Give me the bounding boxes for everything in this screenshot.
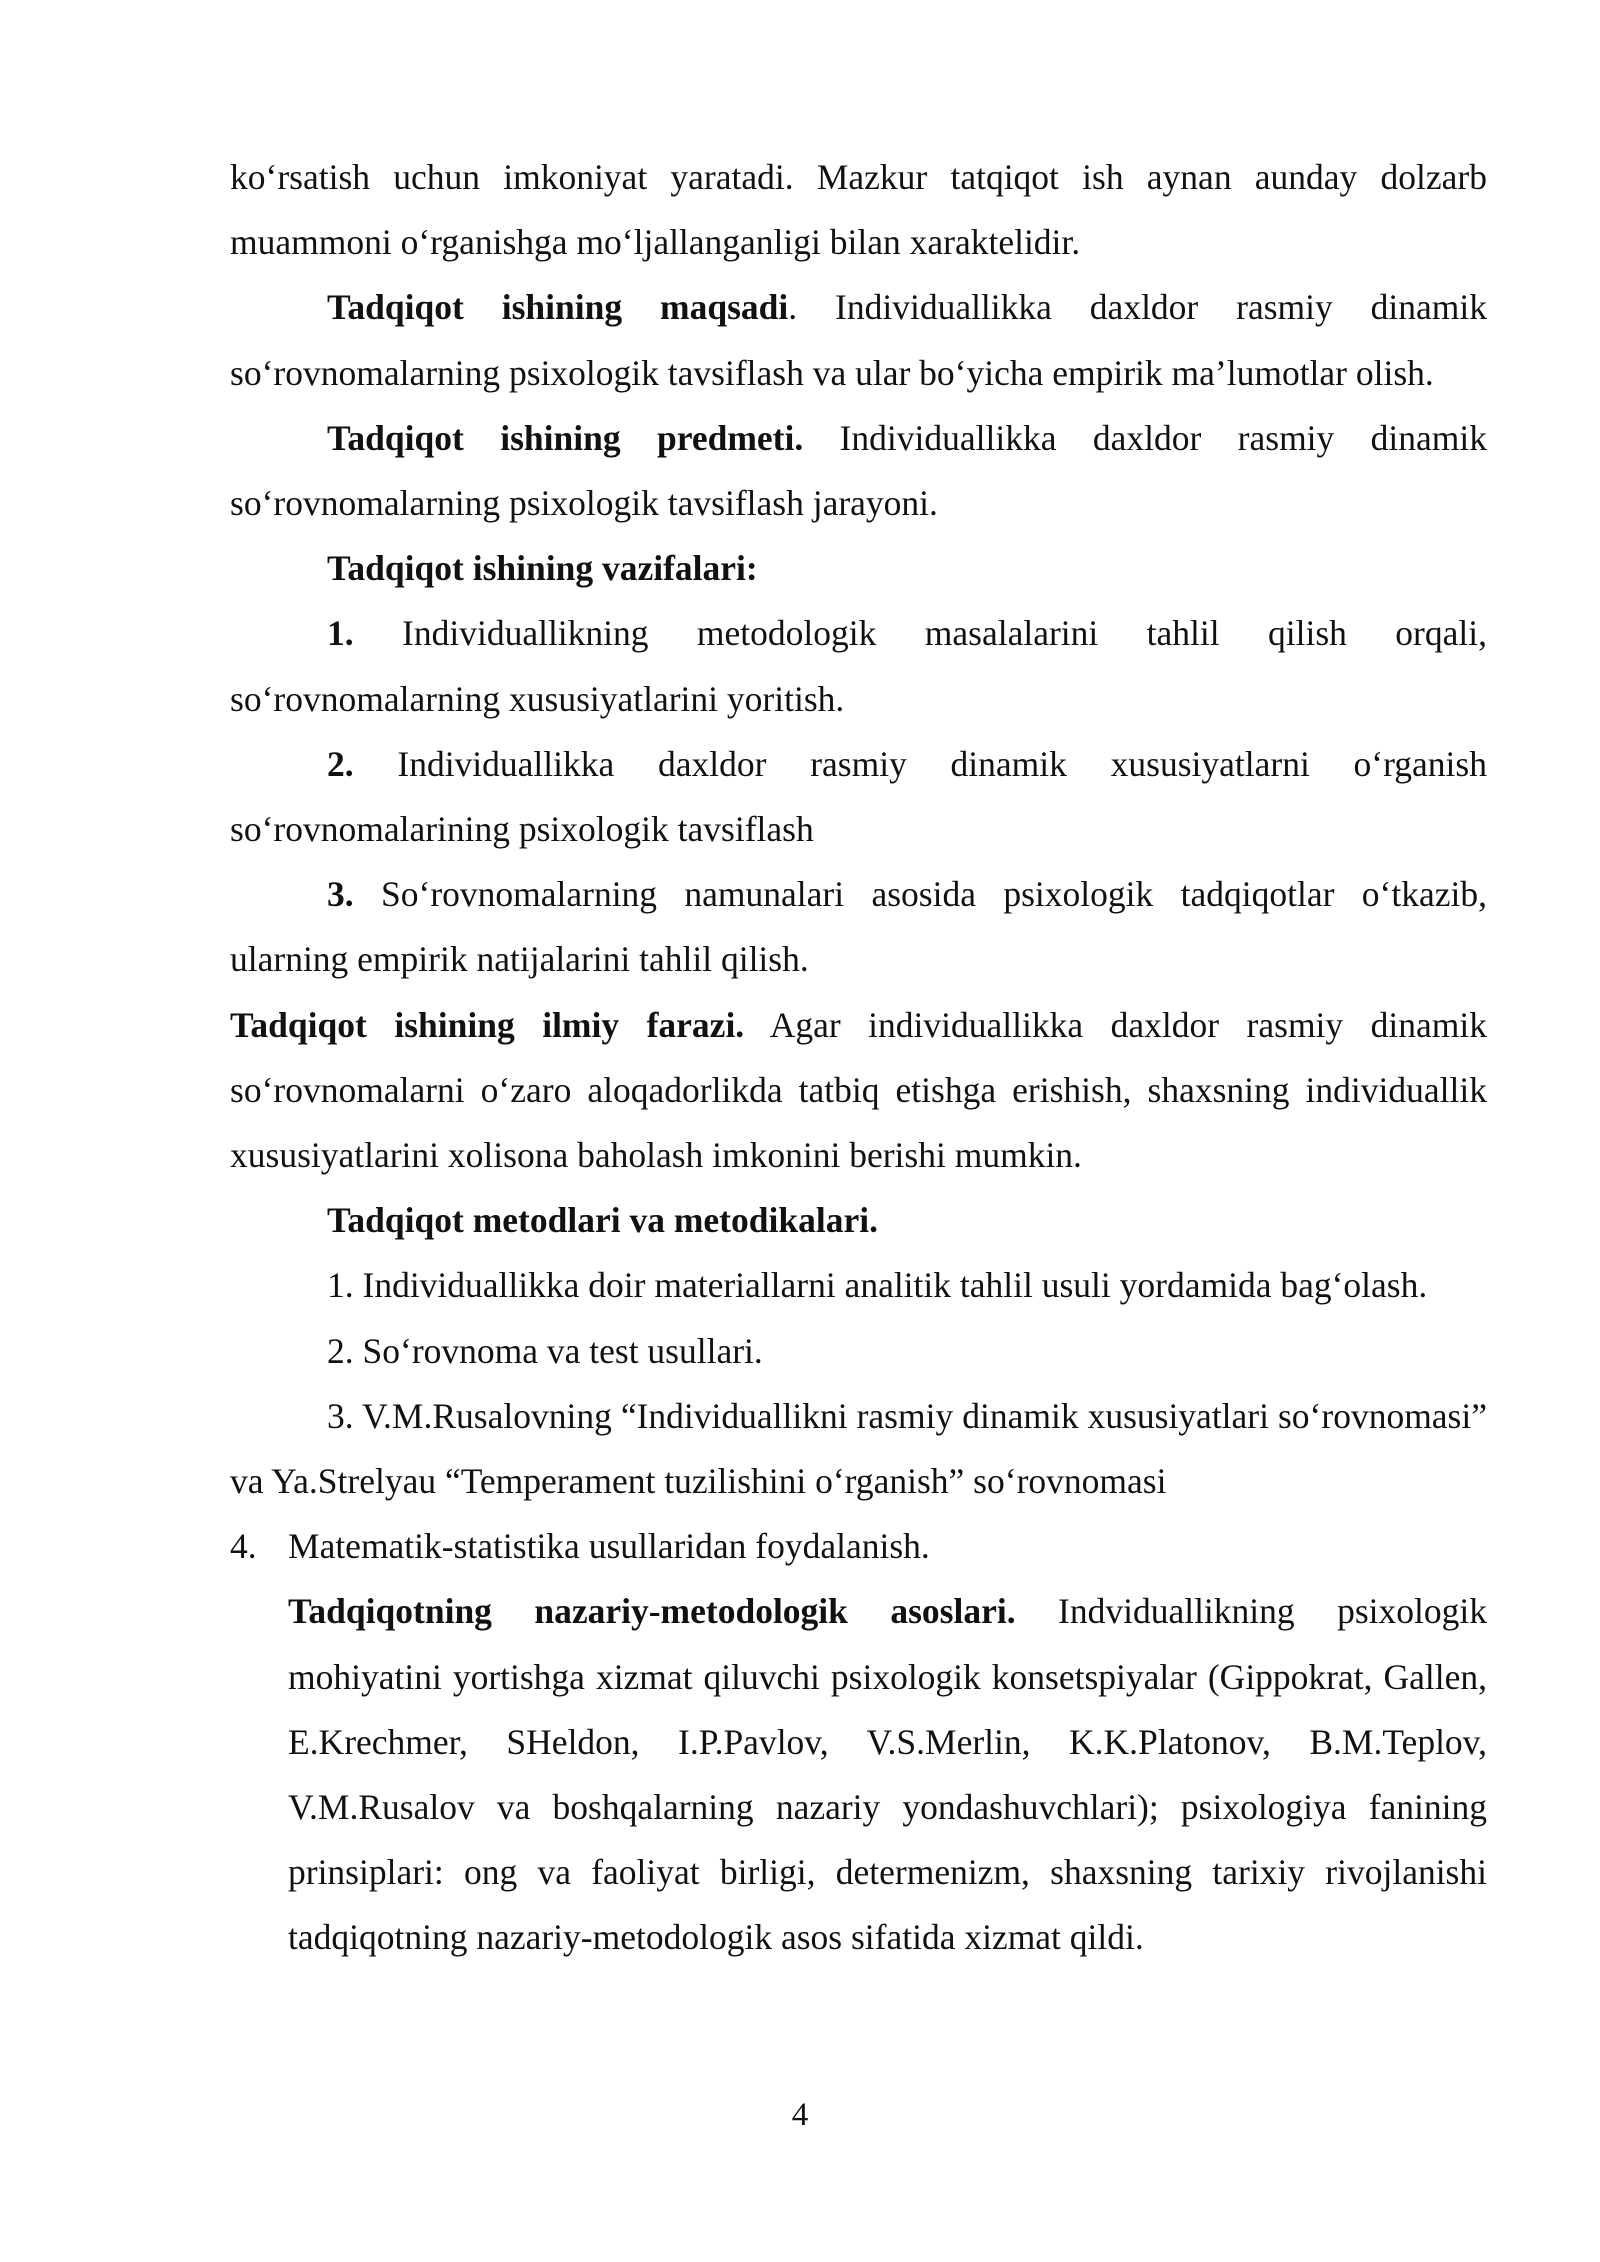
method-text: 2. So‘rovnoma va test usullari.	[327, 1330, 763, 1371]
method-text: 1. Individuallikka doir materiallarni analitik tahlil usuli yordamida bag‘olash.	[327, 1265, 1428, 1306]
foundations-block	[230, 1579, 1487, 1970]
task-item	[230, 601, 1487, 731]
task-text: So‘rovnomalarning namunalari asosida psixologik tadqiqotlar o‘tkazib, ularning empirik natijalarini tahlil qilish.	[230, 874, 1487, 980]
task-item	[230, 862, 1487, 992]
hypothesis-text: Agar individuallikka daxldor rasmiy dinamik so‘rovnomalarni o‘zaro aloqadorlikda tatbiq etishga erishish, shaxsning individuallik xususiyatlarini xolisona baholash imkonini berishi mumkin.	[230, 1004, 1488, 1176]
task-number: 2.	[327, 743, 354, 784]
task-item	[230, 732, 1487, 862]
task-number: 3.	[327, 874, 354, 915]
goal-heading: Tadqiqot ishining maqsadi	[327, 287, 789, 328]
goal-text: . Individuallikka daxldor rasmiy dinamik so‘rovnomalarning psixologik tavsiflash va ular bo‘yicha empirik ma’lumotlar olish.	[230, 287, 1487, 393]
goal-paragraph	[230, 275, 1487, 405]
method-item	[230, 1384, 1487, 1514]
task-text: Individuallikka daxldor rasmiy dinamik xususiyatlarni o‘rganish so‘rovnomalarining psixologik tavsiflash	[230, 743, 1487, 850]
methods-heading: Tadqiqot metodlari va metodikalari.	[327, 1200, 878, 1241]
hypothesis-heading: Tadqiqot ishining ilmiy farazi.	[230, 1004, 745, 1045]
method-text: Matematik-statistika usullaridan foydalanish.	[288, 1526, 930, 1567]
method-item	[230, 1253, 1487, 1318]
method-item	[230, 1319, 1487, 1384]
method-number: 4.	[230, 1526, 257, 1567]
method-item	[230, 1514, 1487, 1579]
foundations-text: Indviduallikning psixologik mohiyatini yortishga xizmat qiluvchi psixologik konsetspiyalar (Gippokrat, Gallen, E.Krechmer, SHeldon, I.P.Pavlov, V.S.Merlin, K.K.Platonov, B.M.Teplov, V.M.Rusalov va boshqalarning nazariy yondashuvchlari); psixologiya fanining prinsiplari: ong va faoliyat birligi, determenizm, shaxsning tarixiy rivojlanishi tadqiqotning nazariy-metodologik asos sifatida xizmat qildi.	[288, 1591, 1487, 1958]
methods-heading-paragraph	[230, 1188, 1487, 1253]
subject-text: Individuallikka daxldor rasmiy dinamik so‘rovnomalarning psixologik tavsiflash jarayoni.	[230, 417, 1488, 524]
intro-text: ko‘rsatish uchun imkoniyat yaratadi. Mazkur tatqiqot ish aynan aunday dolzarb muammoni o‘rganishga mo‘ljallanganligi bilan xaraktelidir.	[230, 157, 1487, 263]
foundations-heading: Tadqiqotning nazariy-metodologik asoslari.	[288, 1591, 1016, 1632]
intro-paragraph	[230, 145, 1487, 275]
method-text: 3. V.M.Rusalovning “Individuallikni rasmiy dinamik xususiyatlari so‘rovnomasi” va Ya.Strelyau “Temperament tuzilishini o‘rganish” so‘rovnomasi	[230, 1395, 1487, 1502]
task-number: 1.	[327, 613, 354, 654]
task-text: Individuallikning metodologik masalalarini tahlil qilish orqali, so‘rovnomalarning xususiyatlarini yoritish.	[230, 613, 1487, 719]
foundations-paragraph	[288, 1579, 1487, 1970]
subject-paragraph	[230, 406, 1487, 536]
subject-heading: Tadqiqot ishining predmeti.	[327, 417, 804, 458]
tasks-heading-paragraph	[230, 536, 1487, 601]
page-number: 4	[791, 2097, 809, 2133]
hypothesis-paragraph	[230, 993, 1487, 1189]
tasks-heading: Tadqiqot ishining vazifalari:	[327, 548, 758, 589]
